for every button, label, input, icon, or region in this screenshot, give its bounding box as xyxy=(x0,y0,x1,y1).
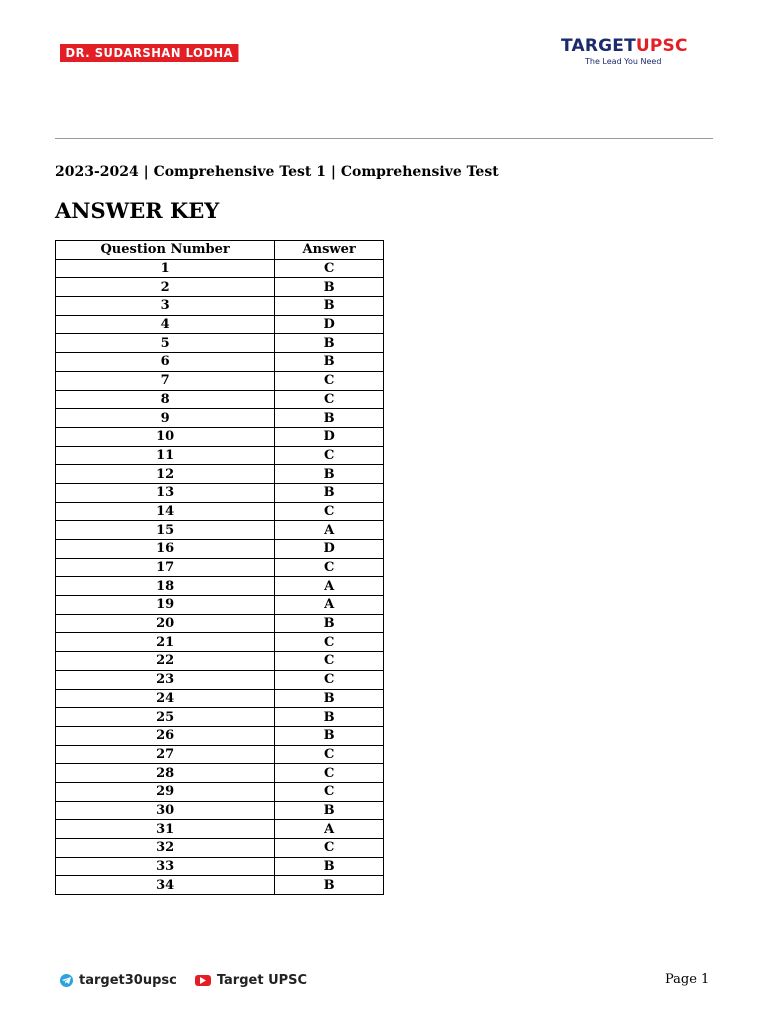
table-row xyxy=(56,857,384,876)
youtube-icon xyxy=(195,975,211,986)
table-row xyxy=(56,726,384,745)
question-number-cell: 34 xyxy=(56,876,275,895)
page-title: ANSWER KEY xyxy=(55,198,220,223)
table-row xyxy=(56,801,384,820)
answer-cell: C xyxy=(275,502,384,521)
answer-cell: B xyxy=(275,857,384,876)
answer-cell: C xyxy=(275,390,384,409)
question-number-cell: 16 xyxy=(56,540,275,559)
table-row xyxy=(56,820,384,839)
table-row xyxy=(56,764,384,783)
answer-cell: B xyxy=(275,726,384,745)
answer-cell: D xyxy=(275,315,384,334)
table-row xyxy=(56,689,384,708)
question-number-cell: 32 xyxy=(56,839,275,858)
table-row xyxy=(56,371,384,390)
column-header-answer: Answer xyxy=(275,241,384,260)
table-row xyxy=(56,521,384,540)
question-number-cell: 6 xyxy=(56,353,275,372)
answer-cell: C xyxy=(275,259,384,278)
answer-cell: A xyxy=(275,820,384,839)
table-row xyxy=(56,782,384,801)
question-number-cell: 15 xyxy=(56,521,275,540)
question-number-cell: 23 xyxy=(56,670,275,689)
table-row xyxy=(56,427,384,446)
answer-cell: C xyxy=(275,652,384,671)
target-upsc-logo xyxy=(561,36,701,70)
answer-cell: A xyxy=(275,577,384,596)
answer-cell: C xyxy=(275,558,384,577)
answer-cell: A xyxy=(275,521,384,540)
question-number-cell: 33 xyxy=(56,857,275,876)
question-number-cell: 5 xyxy=(56,334,275,353)
question-number-cell: 2 xyxy=(56,278,275,297)
question-number-cell: 22 xyxy=(56,652,275,671)
table-row xyxy=(56,390,384,409)
youtube-channel-link[interactable]: Target UPSC xyxy=(216,972,308,988)
table-row xyxy=(56,558,384,577)
question-number-cell: 3 xyxy=(56,297,275,316)
table-row xyxy=(56,652,384,671)
answer-cell: C xyxy=(275,764,384,783)
table-row xyxy=(56,540,384,559)
answer-cell: C xyxy=(275,371,384,390)
header-divider xyxy=(55,138,713,139)
answer-cell: B xyxy=(275,801,384,820)
answer-key-table xyxy=(55,240,384,895)
sudarshan-lodha-logo: DR. SUDARSHAN LODHA xyxy=(60,44,239,62)
answer-cell: D xyxy=(275,427,384,446)
question-number-cell: 24 xyxy=(56,689,275,708)
question-number-cell: 18 xyxy=(56,577,275,596)
answer-cell: C xyxy=(275,446,384,465)
table-row xyxy=(56,839,384,858)
answer-cell: A xyxy=(275,596,384,615)
table-row xyxy=(56,670,384,689)
page-number-value: 1 xyxy=(700,972,710,987)
answer-cell: B xyxy=(275,409,384,428)
table-row xyxy=(56,596,384,615)
question-number-cell: 19 xyxy=(56,596,275,615)
answer-cell: B xyxy=(275,278,384,297)
question-number-cell: 8 xyxy=(56,390,275,409)
logo-word-upsc: UPSC xyxy=(635,36,688,56)
table-row xyxy=(56,633,384,652)
answer-cell: B xyxy=(275,334,384,353)
question-number-cell: 21 xyxy=(56,633,275,652)
answer-cell: C xyxy=(275,670,384,689)
answer-cell: C xyxy=(275,633,384,652)
question-number-cell: 4 xyxy=(56,315,275,334)
table-row xyxy=(56,876,384,895)
question-number-cell: 17 xyxy=(56,558,275,577)
question-number-cell: 20 xyxy=(56,614,275,633)
table-row xyxy=(56,465,384,484)
question-number-cell: 1 xyxy=(56,259,275,278)
logo-word-target: TARGET xyxy=(561,36,636,56)
page-number xyxy=(665,972,709,987)
table-row xyxy=(56,353,384,372)
telegram-icon xyxy=(60,974,73,987)
telegram-handle-link[interactable]: target30upsc xyxy=(79,972,177,988)
answer-cell: B xyxy=(275,708,384,727)
question-number-cell: 9 xyxy=(56,409,275,428)
answer-cell: B xyxy=(275,353,384,372)
question-number-cell: 26 xyxy=(56,726,275,745)
footer-social-links xyxy=(60,971,307,989)
question-number-cell: 29 xyxy=(56,782,275,801)
column-header-question-number: Question Number xyxy=(56,241,275,260)
answer-cell: B xyxy=(275,465,384,484)
question-number-cell: 11 xyxy=(56,446,275,465)
answer-cell: B xyxy=(275,483,384,502)
answer-cell: B xyxy=(275,689,384,708)
answer-cell: C xyxy=(275,745,384,764)
question-number-cell: 28 xyxy=(56,764,275,783)
table-row xyxy=(56,446,384,465)
table-row xyxy=(56,577,384,596)
question-number-cell: 25 xyxy=(56,708,275,727)
question-number-cell: 27 xyxy=(56,745,275,764)
table-row xyxy=(56,409,384,428)
test-subtitle: 2023-2024 | Comprehensive Test 1 | Comprehensive Test xyxy=(55,164,499,180)
answer-key-body xyxy=(56,259,384,894)
question-number-cell: 13 xyxy=(56,483,275,502)
question-number-cell: 7 xyxy=(56,371,275,390)
answer-cell: C xyxy=(275,839,384,858)
table-row xyxy=(56,334,384,353)
question-number-cell: 12 xyxy=(56,465,275,484)
answer-cell: B xyxy=(275,876,384,895)
question-number-cell: 31 xyxy=(56,820,275,839)
answer-cell: C xyxy=(275,782,384,801)
answer-cell: B xyxy=(275,297,384,316)
page-label: Page xyxy=(665,972,697,987)
table-row xyxy=(56,483,384,502)
question-number-cell: 30 xyxy=(56,801,275,820)
table-row xyxy=(56,614,384,633)
table-row xyxy=(56,278,384,297)
table-header-row xyxy=(56,241,384,260)
table-row xyxy=(56,315,384,334)
table-row xyxy=(56,502,384,521)
table-row xyxy=(56,708,384,727)
table-row xyxy=(56,259,384,278)
table-row xyxy=(56,297,384,316)
question-number-cell: 10 xyxy=(56,427,275,446)
answer-cell: B xyxy=(275,614,384,633)
logo-tagline: The Lead You Need xyxy=(585,57,662,66)
answer-cell: D xyxy=(275,540,384,559)
table-row xyxy=(56,745,384,764)
question-number-cell: 14 xyxy=(56,502,275,521)
